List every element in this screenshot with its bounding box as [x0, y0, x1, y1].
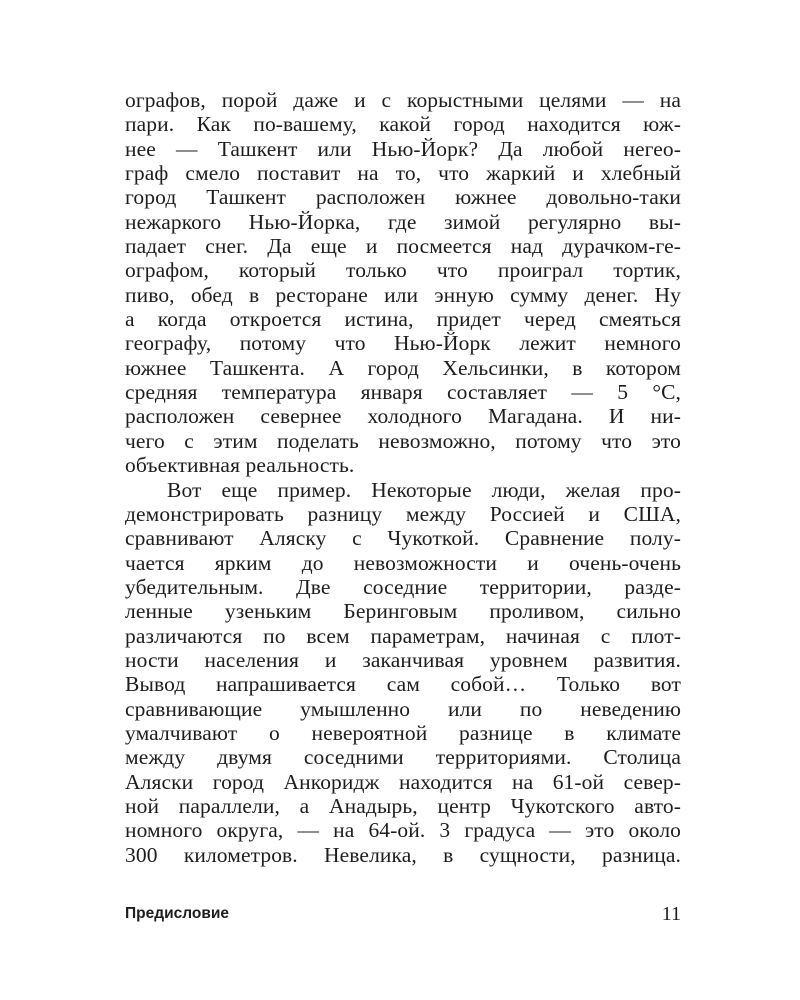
text-line: сравнивающие умышленно или по неведению [125, 696, 681, 721]
text-line: чего с этим поделать невозможно, потому что это [125, 428, 681, 453]
text-line: город Ташкент расположен южнее довольно-таки [125, 185, 681, 210]
text-line: ной параллели, а Анадырь, центр Чукотского авто- [125, 793, 681, 818]
text-line: южнее Ташкента. А город Хельсинки, в котором [125, 355, 681, 380]
text-line: средняя температура января составляет — 5 °С, [125, 380, 681, 405]
text-line: падает снег. Да еще и посмеется над дурачком-ге- [125, 234, 681, 259]
text-line: различаются по всем параметрам, начиная с плот- [125, 623, 681, 648]
text-line: географу, потому что Нью-Йорк лежит немного [125, 331, 681, 356]
text-line: объективная реальность. [125, 453, 355, 478]
text-line: умалчивают о невероятной разнице в климате [125, 720, 681, 745]
text-line: пиво, обед в ресторане или энную сумму денег. Ну [125, 282, 681, 307]
text-line: ности населения и заканчивая уровнем развития. [125, 647, 681, 672]
running-footer-title: Предисловие [125, 905, 230, 922]
text-line: Аляски город Анкоридж находится на 61-ой север- [125, 769, 681, 794]
text-line: демонстрировать разницу между Россией и США, [125, 501, 681, 526]
text-line: расположен севернее холодного Магадана. И ни- [125, 404, 681, 429]
text-line: чается ярким до невозможности и очень-очень [125, 550, 681, 575]
text-line: Вывод напрашивается сам собой… Только вот [125, 672, 681, 697]
text-line: номного округа, — на 64-ой. 3 градуса — это около [125, 818, 681, 843]
text-line: ографом, который только что проиграл тортик, [125, 258, 681, 283]
page-footer [125, 905, 681, 931]
text-line: убедительным. Две соседние территории, разде- [125, 574, 681, 599]
page-body [125, 88, 681, 988]
text-line: сравнивают Аляску с Чукоткой. Сравнение полу- [125, 526, 681, 551]
paragraph-1 [125, 88, 681, 478]
text-line: нее — Ташкент или Нью-Йорк? Да любой негео- [125, 136, 681, 161]
text-line: а когда откроется истина, придет черед смеяться [125, 307, 681, 332]
text-line: граф смело поставит на то, что жаркий и хлебный [125, 161, 681, 186]
text-line: ографов, порой даже и с корыстными целями — на [125, 88, 681, 112]
text-line: ленные узеньким Беринговым проливом, сильно [125, 599, 681, 624]
paragraph-2 [125, 478, 681, 868]
text-line: Вот еще пример. Некоторые люди, желая про- [167, 477, 681, 502]
text-line: между двумя соседними территориями. Столица [125, 745, 681, 770]
text-line: нежаркого Нью-Йорка, где зимой регулярно вы- [125, 209, 681, 234]
text-line: 300 километров. Невелика, в сущности, разница. [125, 842, 681, 867]
text-line: пари. Как по-вашему, какой город находится юж- [125, 112, 681, 137]
page-number: 11 [661, 903, 681, 925]
